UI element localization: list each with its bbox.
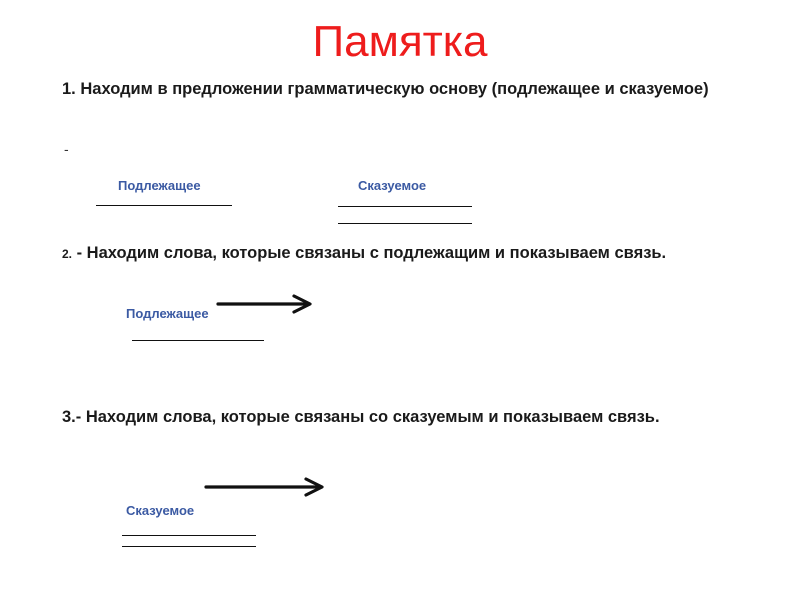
step-3-text xyxy=(62,404,752,430)
dash-mark: - xyxy=(64,141,69,157)
step-3-body: - Находим слова, которые связаны со сказуемым и показываем связь. xyxy=(75,408,660,426)
step-1-body: Находим в предложении грамматическую основу (подлежащее и сказуемое) xyxy=(75,80,709,98)
predicate-underline-3-top xyxy=(122,535,256,536)
arrow-right-icon xyxy=(216,293,316,315)
step-2-text xyxy=(62,240,752,267)
subject-underline-2 xyxy=(132,340,264,341)
arrow-right-icon xyxy=(204,476,328,498)
diagram-1-predicate-label: Сказуемое xyxy=(358,178,427,193)
predicate-underline-bottom xyxy=(338,223,472,224)
predicate-underline-top xyxy=(338,206,472,207)
step-3-number: 3. xyxy=(62,408,76,426)
step-1-text xyxy=(62,76,752,102)
diagram-1-subject-label: Подлежащее xyxy=(118,178,201,193)
diagram-2-subject-label: Подлежащее xyxy=(126,306,209,321)
subject-underline xyxy=(96,205,232,206)
diagram-3-predicate-label: Сказуемое xyxy=(126,503,195,518)
page-title: Памятка xyxy=(312,17,488,66)
step-2-body: - Находим слова, которые связаны с подлежащим и показываем связь. xyxy=(72,244,667,262)
step-1-number: 1. xyxy=(62,80,76,98)
predicate-underline-3-bottom xyxy=(122,546,256,547)
step-2-number: 2. xyxy=(62,247,73,261)
